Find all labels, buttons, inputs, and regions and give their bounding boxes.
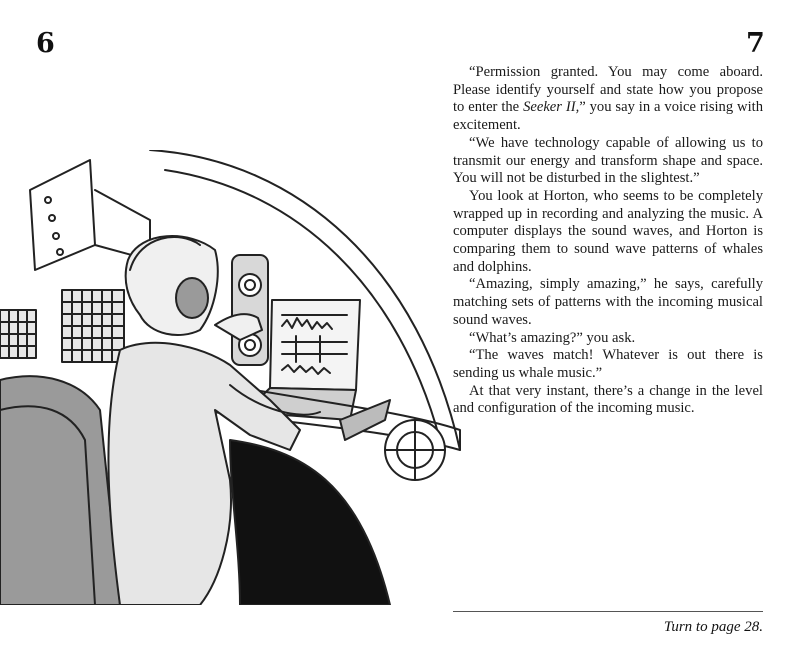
story-paragraph: “The waves match! Whatever is out there is sending us whale music.” xyxy=(453,347,763,381)
story-paragraph: “Amazing, simply amazing,” he says, carefully matching sets of patterns with the incoming musical sound waves. xyxy=(453,276,763,328)
story-paragraph: “We have technology capable of allowing us to transmit our energy and transform shape and space. You will not be disturbed in the slightest.” xyxy=(453,134,763,187)
turn-to-page-link[interactable]: Turn to page 28. xyxy=(663,619,763,635)
story-text-run: ” you say in a voice rising with excitement. xyxy=(453,99,764,134)
page-number-right: 7 xyxy=(746,28,765,59)
astronaut-at-console-illustration xyxy=(0,150,465,605)
story-paragraph: “What’s amazing?” you ask. xyxy=(469,329,636,346)
story-text-run: “Permission granted. You may come aboard. Please identify yourself and state how you propose to enter the xyxy=(453,64,763,116)
story-paragraph: At that very instant, there’s a change in the level and configuration of the incoming music. xyxy=(453,382,763,417)
story-text xyxy=(453,64,763,418)
story-paragraph xyxy=(453,64,763,135)
footer-divider xyxy=(453,611,763,612)
page-number-left: 6 xyxy=(36,28,55,59)
story-paragraph: You look at Horton, who seems to be completely wrapped up in recording and analyzing the music. A computer displays the sound waves, and Horton is comparing them to sound wave patterns of whales and dolphins. xyxy=(453,187,763,275)
ship-name: Seeker II, xyxy=(523,99,580,116)
